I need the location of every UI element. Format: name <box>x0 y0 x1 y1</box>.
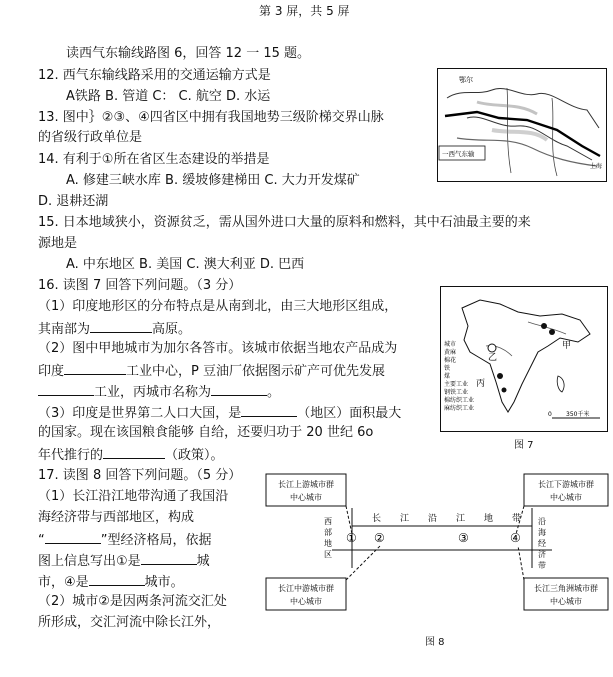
q16-1-line-2 <box>38 320 191 338</box>
text: （地区）面积最大 <box>297 406 402 421</box>
city-marker <box>488 344 496 352</box>
coast-char: 带 <box>538 561 546 570</box>
coast-char: 济 <box>538 550 546 559</box>
connector-line <box>346 546 380 580</box>
q12-options: A铁路 B. 管道 C： C. 航空 D. 水运 <box>66 89 271 104</box>
node-4: ④ <box>510 531 521 545</box>
figure-8-caption: 图 8 <box>425 637 445 648</box>
q16-2-line-2 <box>38 362 385 380</box>
legend-item: 铁 <box>444 365 451 372</box>
belt-char: 江 <box>456 514 466 524</box>
text: 其南部为 <box>38 322 91 337</box>
q17-1-line-3 <box>38 531 212 549</box>
q16-2-line-1: （2）图中甲地城市为加尔各答市。该城市依据当地农产品成为 <box>38 341 398 356</box>
q17-2-line-2: 所形成，交汇河流中除长江外， <box>38 615 221 630</box>
answer-blank[interactable] <box>241 404 297 417</box>
coast-char: 海 <box>538 528 546 537</box>
legend-item: 黄麻 <box>444 349 457 356</box>
q14-text: 14. 有利于①所在省区生态建设的举措是 <box>38 152 270 167</box>
map-6-right-label: 上海 <box>590 163 603 170</box>
node-1: ① <box>346 531 357 545</box>
connector-line <box>346 506 352 534</box>
west-region-label <box>324 517 332 559</box>
text: 印度 <box>38 364 65 379</box>
q17-1-line-4 <box>38 552 210 570</box>
map-7-svg <box>440 286 608 432</box>
text: 图上信息写出①是 <box>38 554 141 569</box>
q17-1-line-2: 海经济带与西部地区，构成 <box>38 510 195 525</box>
map-6-svg <box>437 68 607 182</box>
q14-option-d: D. 退耕还湖 <box>38 194 109 209</box>
label-jia: 甲 <box>562 341 572 351</box>
map-frame <box>438 69 607 182</box>
answer-blank[interactable] <box>64 362 126 375</box>
answer-blank[interactable] <box>211 383 267 396</box>
q14-options: A. 修建三峡水库 B. 缓坡修建梯田 C. 大力开发煤矿 <box>66 173 360 188</box>
city-marker <box>549 329 555 335</box>
page-header: 第 3 屏，共 5 屏 <box>259 4 350 18</box>
box-upstream-line2: 中心城市 <box>290 493 322 502</box>
legend-item: 棉花 <box>444 357 457 364</box>
node-3: ③ <box>458 531 469 545</box>
q16-1-line-1: （1）印度地形区的分布特点是从南到北，由三大地形区组成， <box>38 299 398 314</box>
figure-8-diagram <box>262 468 612 628</box>
legend-item: 主要工业 <box>444 381 469 388</box>
box-delta-line2: 中心城市 <box>550 597 582 606</box>
answer-blank[interactable] <box>90 320 152 333</box>
belt-char: 江 <box>400 514 410 524</box>
text: （政策）。 <box>165 448 224 463</box>
legend-item: 煤 <box>444 373 451 380</box>
q17-1-line-5 <box>38 573 184 591</box>
box-midstream-line1: 长江中游城市群 <box>278 584 334 593</box>
text: ”型经济格局，依据 <box>100 533 212 548</box>
text: 高原。 <box>152 322 192 337</box>
text: 城 <box>196 554 210 569</box>
map-6-top-label: 鄂尔 <box>459 76 473 84</box>
west-char: 部 <box>324 528 332 537</box>
box-upstream-line1: 长江上游城市群 <box>278 480 334 489</box>
answer-blank[interactable] <box>45 531 101 544</box>
answer-blank[interactable] <box>89 573 145 586</box>
map-6-legend: 一西气东输 <box>442 150 475 158</box>
q16-3-line-2: 的国家。现在该国粮食能够 自给，还要归功于 20 世纪 6o <box>38 425 374 440</box>
city-marker <box>541 323 547 329</box>
figure-7-map <box>440 286 608 432</box>
city-nodes <box>346 531 521 545</box>
text: 城市。 <box>144 575 184 590</box>
coast-char: 沿 <box>538 517 546 526</box>
box-delta-line1: 长江三角洲城市群 <box>534 584 598 593</box>
q15-text-1: 15. 日本地域狭小，资源贫乏，需从国外进口大量的原料和燃料，其中石油最主要的来 <box>38 215 531 230</box>
text: （3）印度是世界第二人口大国，是 <box>38 406 242 421</box>
coast-belt-label <box>538 517 546 570</box>
belt-char: 沿 <box>428 514 438 524</box>
figure-6-map <box>437 68 607 182</box>
text: 工业中心，P 豆油厂依据图示矿产可优先发展 <box>126 364 385 379</box>
legend-item: 麻纺织工业 <box>444 405 475 412</box>
q15-text-2: 源地是 <box>38 236 78 251</box>
node-2: ② <box>374 531 385 545</box>
scale-label: 350千米 <box>566 411 590 418</box>
answer-blank[interactable] <box>141 552 197 565</box>
belt-char: 带 <box>512 514 522 524</box>
west-char: 西 <box>324 517 332 526</box>
city-marker <box>502 388 507 393</box>
city-marker <box>497 373 503 379</box>
answer-blank[interactable] <box>103 446 165 459</box>
legend-item: 棉纺织工业 <box>444 397 475 404</box>
q15-options: A. 中东地区 B. 美国 C. 澳大利亚 D. 巴西 <box>66 257 305 272</box>
west-char: 地 <box>324 539 332 548</box>
q17-2-line-1: （2）城市②是因两条河流交汇处 <box>38 594 227 609</box>
box-downstream-line2: 中心城市 <box>550 493 582 502</box>
q12-text: 12. 西气东输线路采用的交通运输方式是 <box>38 68 271 83</box>
belt-char: 长 <box>372 514 382 524</box>
intro-line: 读西气东输线路图 6，回答 12 一 15 题。 <box>66 46 311 61</box>
q16-3-line-3 <box>38 446 224 464</box>
q17-text: 17. 读图 8 回答下列问题。（5 分） <box>38 468 242 483</box>
diagram-8-svg <box>262 468 612 628</box>
box-midstream-line2: 中心城市 <box>290 597 322 606</box>
legend-item: 钢铁工业 <box>444 389 469 396</box>
q17-1-line-1: （1）长江沿江地带沟通了我国沿 <box>38 489 229 504</box>
q16-3-line-1 <box>38 404 401 422</box>
west-char: 区 <box>324 550 332 559</box>
text: 。 <box>267 385 281 400</box>
label-yi: 乙 <box>488 353 498 363</box>
q16-2-line-3 <box>38 383 280 401</box>
connector-line <box>518 546 524 580</box>
text: “ <box>38 533 45 548</box>
belt-char: 地 <box>484 514 494 524</box>
legend-item: 城市 <box>444 341 457 348</box>
q13-text-2: 的省级行政单位是 <box>38 130 143 145</box>
scale-zero: 0 <box>548 411 552 418</box>
belt-label <box>372 512 521 524</box>
q16-text: 16. 读图 7 回答下列问题。（3 分） <box>38 278 242 293</box>
coast-char: 经 <box>538 539 546 548</box>
text: 市，④是 <box>38 575 89 590</box>
text: 工业，丙城市名称为 <box>94 385 212 400</box>
text: 年代推行的 <box>38 448 104 463</box>
q13-text-1: 13. 图中｝②③、④四省区中拥有我国地势三级阶梯交界山脉 <box>38 110 384 125</box>
answer-blank[interactable] <box>38 383 94 396</box>
label-bing: 丙 <box>476 379 486 389</box>
figure-7-caption: 图 7 <box>514 440 534 451</box>
box-downstream-line1: 长江下游城市群 <box>538 480 594 489</box>
